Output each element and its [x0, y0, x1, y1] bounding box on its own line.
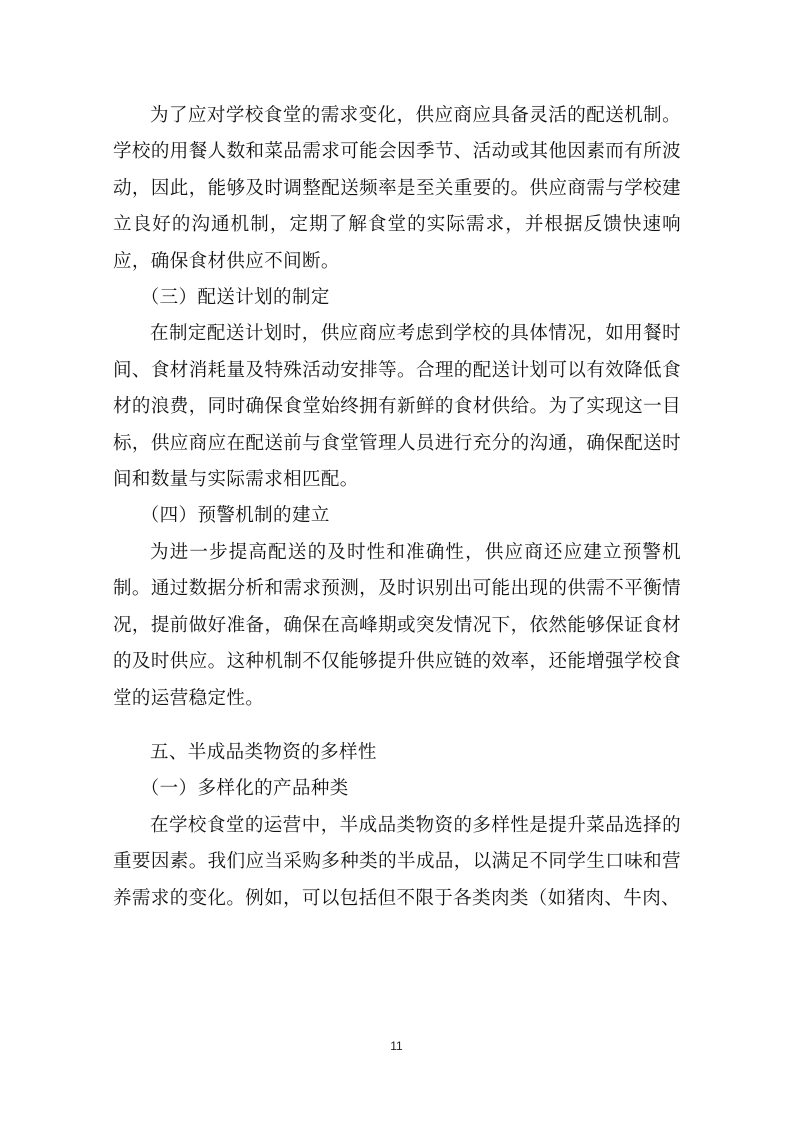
paragraph-early-warning: 为进一步提高配送的及时性和准确性，供应商还应建立预警机制。通过数据分析和需求预测，及时识别出可能出现的供需不平衡情况，提前做好准备，确保在高峰期或突发情况下，依然能够保证食材的及时供应。这种机制不仅能够提升供应链的效率，还能增强学校食堂的运营稳定性。	[113, 541, 681, 709]
subheading-delivery-plan: （三）配送计划的制定	[140, 287, 330, 309]
subheading-early-warning: （四）预警机制的建立	[140, 505, 330, 527]
paragraph-delivery-flexibility: 为了应对学校食堂的需求变化，供应商应具备灵活的配送机制。学校的用餐人数和菜品需求可能会因季节、活动或其他因素而有所波动，因此，能够及时调整配送频率是至关重要的。供应商需与学校建立良好的沟通机制，定期了解食堂的实际需求，并根据反馈快速响应，确保食材供应不间断。	[113, 105, 681, 272]
subheading-product-variety: （一）多样化的产品种类	[140, 778, 349, 800]
paragraph-product-variety: 在学校食堂的运营中，半成品类物资的多样性是提升菜品选择的重要因素。我们应当采购多种类的半成品，以满足不同学生口味和营养需求的变化。例如，可以包括但不限于各类肉类（如猪肉、牛肉、	[113, 814, 681, 909]
section-heading-semi-finished-diversity: 五、半成品类物资的多样性	[150, 741, 377, 763]
paragraph-delivery-plan: 在制定配送计划时，供应商应考虑到学校的具体情况，如用餐时间、食材消耗量及特殊活动安排等。合理的配送计划可以有效降低食材的浪费，同时确保食堂始终拥有新鲜的食材供给。为了实现这一目标，供应商应在配送前与食堂管理人员进行充分的沟通，确保配送时间和数量与实际需求相匹配。	[113, 323, 681, 491]
page-number: 11	[390, 1039, 403, 1053]
document-body	[113, 98, 681, 917]
